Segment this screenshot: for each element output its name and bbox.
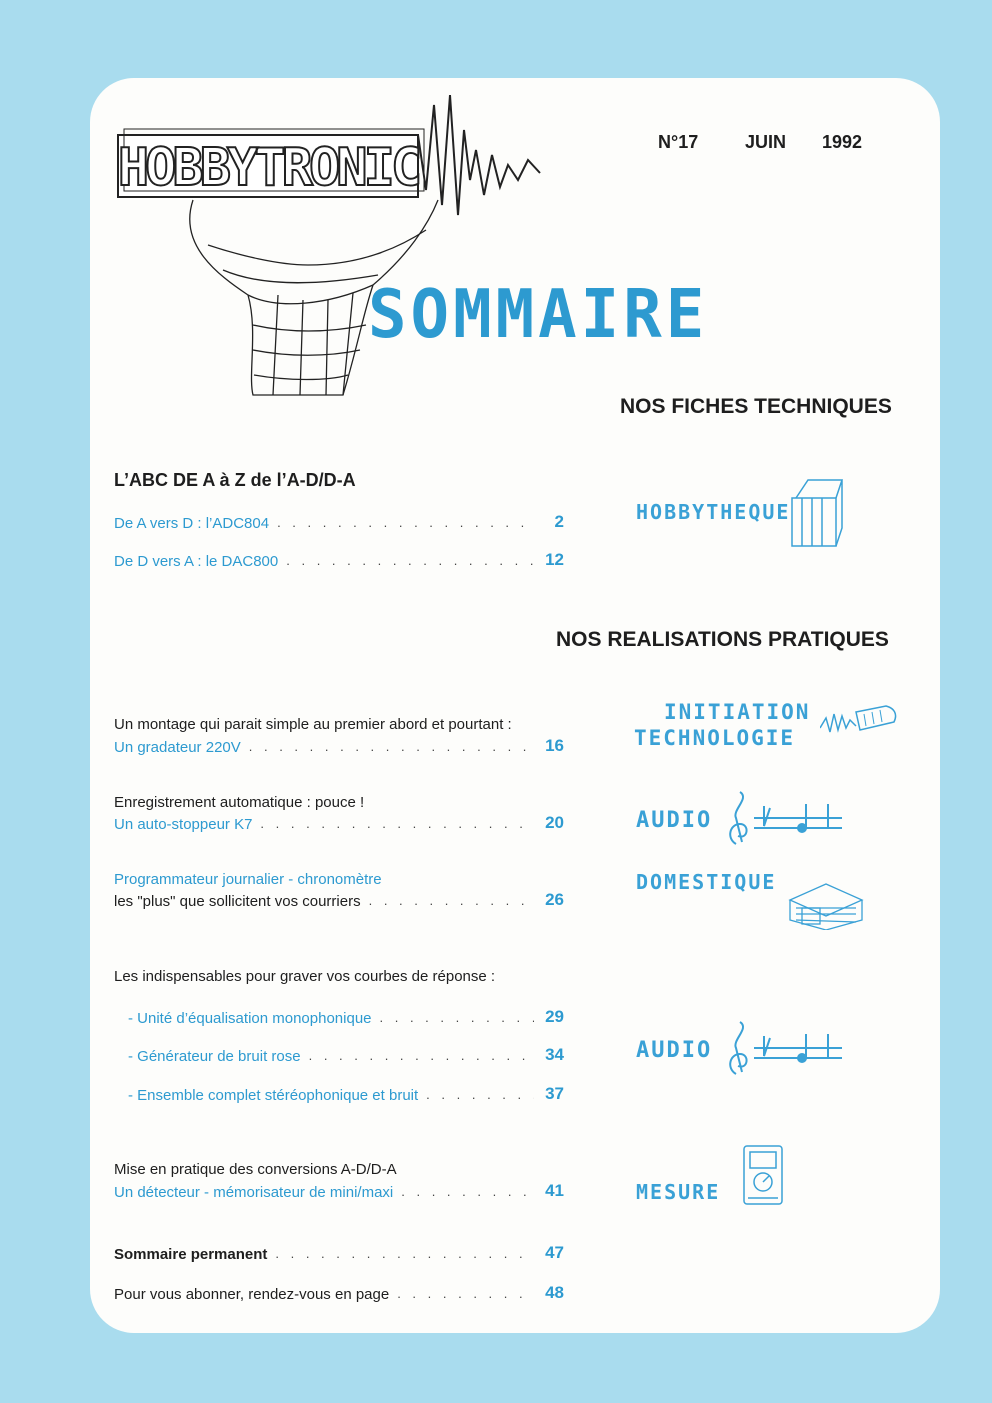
hobbytheque-rubric bbox=[636, 478, 848, 550]
dot-leader bbox=[260, 815, 534, 833]
toc-entry-equalisation[interactable] bbox=[128, 1005, 564, 1027]
dot-leader bbox=[286, 552, 534, 570]
entry-intro: Enregistrement automatique : pouce ! bbox=[114, 794, 365, 811]
toc-entry-label: Un gradateur 220V bbox=[114, 739, 241, 756]
rubric-label: TECHNOLOGIE bbox=[634, 726, 796, 750]
issue-year: 1992 bbox=[822, 132, 863, 152]
dot-leader bbox=[426, 1086, 534, 1104]
toc-entry-label: De A vers D : l’ADC804 bbox=[114, 515, 270, 532]
section-fiches-heading: NOS FICHES TECHNIQUES bbox=[620, 395, 892, 418]
toc-entry-label: De D vers A : le DAC800 bbox=[114, 553, 279, 570]
toc-entry-gradateur[interactable] bbox=[114, 734, 564, 756]
issue-number: N°17 bbox=[658, 132, 699, 152]
toc-entry-page: 26 bbox=[545, 890, 564, 909]
toc-entry-label: - Unité d’équalisation monophonique bbox=[128, 1010, 372, 1027]
audio-rubric bbox=[636, 788, 846, 848]
rubric-label: HOBBYTHEQUE bbox=[636, 500, 791, 524]
rubric-label: DOMESTIQUE bbox=[636, 870, 777, 894]
toc-entry-adc804[interactable] bbox=[114, 510, 564, 532]
toc-entry-sommaire-permanent[interactable] bbox=[114, 1241, 564, 1263]
toc-entry-page: 16 bbox=[545, 736, 564, 755]
toc-entry-dac800[interactable] bbox=[114, 548, 564, 570]
toc-entry-page: 12 bbox=[545, 550, 564, 569]
dot-leader bbox=[309, 1047, 534, 1065]
dot-leader bbox=[369, 892, 534, 910]
hand-wave-icon bbox=[820, 700, 900, 740]
rubric-label: MESURE bbox=[636, 1180, 721, 1204]
toc-entry-label: les "plus" que sollicitent vos courriers bbox=[114, 893, 361, 910]
rubric-label: AUDIO bbox=[636, 808, 713, 833]
books-icon bbox=[786, 478, 846, 550]
toc-entry-page: 20 bbox=[545, 813, 564, 832]
domestique-rubric bbox=[636, 868, 868, 930]
hobbytronic-logo bbox=[108, 95, 548, 405]
toc-entry-label: - Générateur de bruit rose bbox=[128, 1048, 301, 1065]
mesure-rubric bbox=[636, 1142, 796, 1210]
section-realisations-heading: NOS REALISATIONS PRATIQUES bbox=[556, 628, 889, 651]
music-notes-icon bbox=[724, 1018, 846, 1078]
dot-leader bbox=[401, 1183, 534, 1201]
initiation-technologie-rubric bbox=[634, 700, 904, 755]
entry-title: Programmateur journalier - chronomètre bbox=[114, 871, 382, 888]
page-title: SOMMAIRE bbox=[368, 276, 709, 354]
toc-entry-page: 48 bbox=[545, 1283, 564, 1302]
toc-entry-page: 2 bbox=[554, 512, 564, 531]
house-icon bbox=[786, 878, 866, 930]
dot-leader bbox=[397, 1285, 534, 1303]
toc-entry-page: 29 bbox=[545, 1007, 564, 1026]
toc-entry-bruit-rose[interactable] bbox=[128, 1043, 564, 1065]
toc-entry-auto-stoppeur[interactable] bbox=[114, 811, 564, 833]
toc-entry-abonnement[interactable] bbox=[114, 1281, 564, 1303]
toc-entry-label: Sommaire permanent bbox=[114, 1246, 268, 1263]
toc-entry-detecteur[interactable] bbox=[114, 1179, 564, 1201]
entry-intro: Mise en pratique des conversions A-D/D-A bbox=[114, 1161, 397, 1178]
toc-entry-page: 41 bbox=[545, 1181, 564, 1200]
audio-rubric bbox=[636, 1018, 846, 1078]
dot-leader bbox=[380, 1009, 534, 1027]
entry-intro: Les indispensables pour graver vos courbes de réponse : bbox=[114, 968, 496, 985]
rubric-label: AUDIO bbox=[636, 1038, 713, 1063]
issue-month: JUIN bbox=[745, 132, 787, 152]
toc-entry-programmateur[interactable] bbox=[114, 888, 564, 910]
entry-intro: Un montage qui parait simple au premier abord et pourtant : bbox=[114, 716, 512, 733]
dot-leader bbox=[275, 1245, 534, 1263]
rubric-label: INITIATION bbox=[664, 700, 811, 724]
toc-entry-page: 37 bbox=[545, 1084, 564, 1103]
toc-entry-page: 47 bbox=[545, 1243, 564, 1262]
dot-leader bbox=[249, 738, 534, 756]
svg-text:HOBBYTRONIC: HOBBYTRONIC bbox=[117, 138, 419, 198]
dot-leader bbox=[277, 514, 534, 532]
toc-entry-ensemble[interactable] bbox=[128, 1082, 564, 1104]
abc-heading: L’ABC DE A à Z de l’A-D/D-A bbox=[114, 470, 356, 490]
toc-entry-page: 34 bbox=[545, 1045, 564, 1064]
multimeter-icon bbox=[740, 1142, 788, 1208]
toc-entry-label: Pour vous abonner, rendez-vous en page bbox=[114, 1286, 390, 1303]
toc-entry-label: Un détecteur - mémorisateur de mini/maxi bbox=[114, 1184, 394, 1201]
signal-wave-icon bbox=[408, 95, 540, 215]
music-notes-icon bbox=[724, 788, 846, 848]
toc-entry-label: - Ensemble complet stéréophonique et bruit bbox=[128, 1087, 419, 1104]
toc-entry-label: Un auto-stoppeur K7 bbox=[114, 816, 253, 833]
